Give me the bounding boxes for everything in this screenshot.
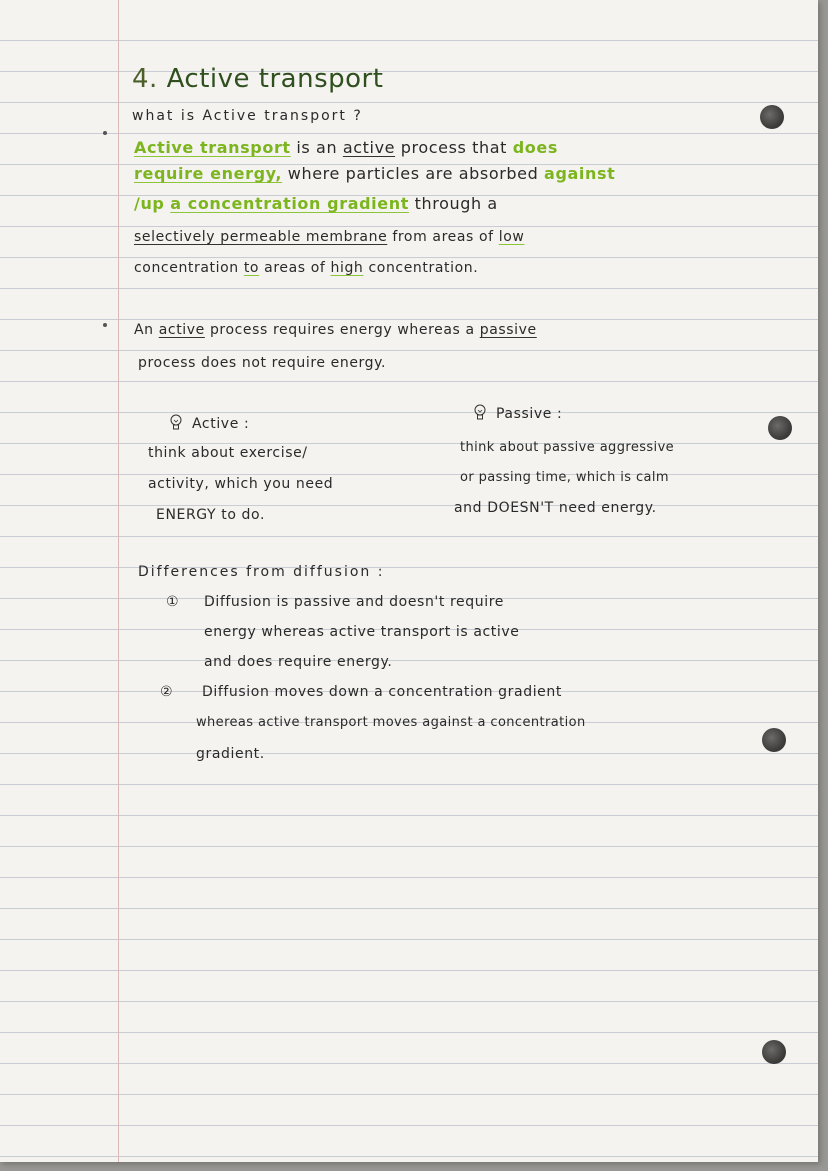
title-text: Active transport (166, 64, 384, 94)
keyword-active: active (158, 322, 205, 338)
comparison-line-1 (134, 322, 537, 338)
passive-tip-label: Passive : (496, 406, 563, 422)
lightbulb-icon (474, 404, 486, 420)
definition-text: concentration (134, 260, 239, 276)
question-text: what is Active transport ? (132, 108, 363, 124)
definition-text: where particles are absorbed (287, 164, 539, 183)
definition-text: from areas of (392, 229, 494, 245)
definition-line-3 (134, 194, 498, 213)
punch-hole (762, 1040, 786, 1064)
active-tip-line: activity, which you need (148, 476, 334, 492)
page-title (132, 64, 383, 94)
passive-tip-heading (474, 404, 562, 422)
keyword-high: high (330, 260, 364, 276)
keyword-does: does (512, 138, 558, 157)
difference-item-1-line: Diffusion is passive and doesn't require (204, 594, 504, 610)
difference-item-1-line: energy whereas active transport is active (204, 624, 520, 640)
lightbulb-icon (170, 414, 182, 430)
active-tip-line: think about exercise/ (148, 445, 308, 461)
comparison-text: process requires energy whereas a (209, 322, 475, 338)
difference-item-2-line: Diffusion moves down a concentration gradient (202, 684, 562, 700)
keyword-passive: passive (479, 322, 537, 338)
definition-text: to (243, 260, 260, 276)
difference-item-2-line: whereas active transport moves against a concentration (196, 715, 586, 730)
difference-item-1-marker: ① (166, 594, 180, 610)
active-tip-line: ENERGY to do. (156, 507, 266, 523)
title-number: 4. (132, 64, 158, 94)
definition-text: process that (400, 138, 508, 157)
bullet-dot (103, 323, 107, 327)
definition-text: areas of (264, 260, 326, 276)
difference-item-2-marker: ② (160, 684, 174, 700)
keyword-up: /up (134, 194, 165, 213)
passive-tip-line: or passing time, which is calm (460, 470, 669, 485)
active-tip-label: Active : (192, 416, 250, 432)
definition-text: active (342, 138, 396, 157)
definition-line-2 (134, 164, 615, 183)
definition-line-4 (134, 229, 524, 245)
definition-text: concentration. (368, 260, 479, 276)
punch-hole (760, 105, 784, 129)
definition-text: is an (296, 138, 338, 157)
margin-line (118, 0, 119, 1162)
keyword-concentration-gradient: a concentration gradient (170, 194, 409, 213)
punch-hole (768, 416, 792, 440)
definition-text: through a (414, 194, 498, 213)
term-active-transport: Active transport (134, 138, 291, 157)
keyword-require-energy: require energy, (134, 164, 283, 183)
definition-line-1 (134, 138, 558, 157)
passive-tip-line: think about passive aggressive (460, 440, 675, 455)
keyword-against: against (544, 164, 616, 183)
punch-hole (762, 728, 786, 752)
definition-text: selectively permeable membrane (134, 229, 388, 245)
comparison-text: An (134, 322, 154, 338)
bullet-dot (103, 131, 107, 135)
passive-tip-line: and DOESN'T need energy. (454, 500, 657, 516)
keyword-low: low (498, 229, 525, 245)
active-tip-heading (170, 414, 249, 432)
difference-item-2-line: gradient. (196, 746, 265, 762)
comparison-line-2: process does not require energy. (138, 355, 387, 371)
differences-heading: Differences from diffusion : (138, 564, 385, 580)
definition-line-5 (134, 260, 478, 276)
difference-item-1-line: and does require energy. (204, 654, 393, 670)
